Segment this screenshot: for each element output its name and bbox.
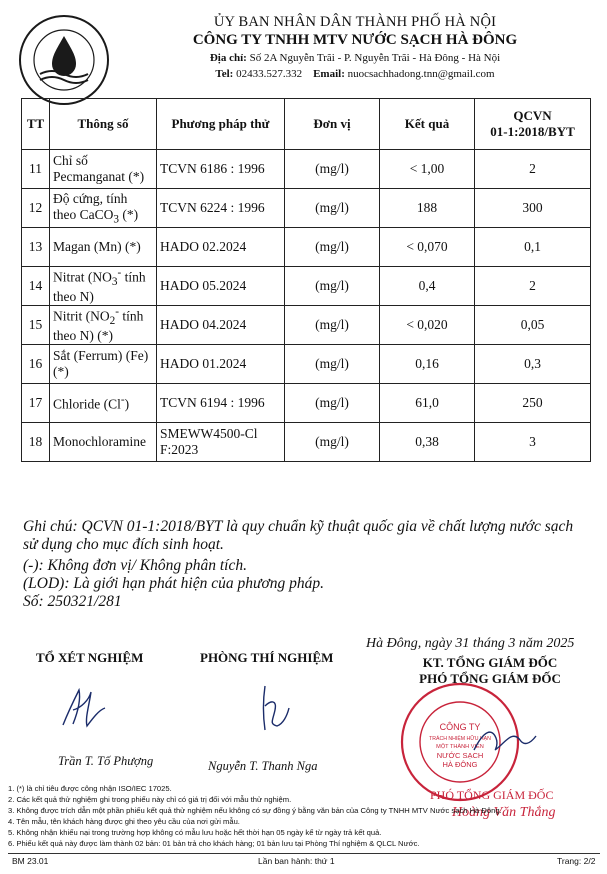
cell-param [50,267,157,306]
cell-method: HADO 05.2024 [157,267,285,306]
company-logo [18,14,110,106]
cell-method: TCVN 6186 : 1996 [157,150,285,189]
param-text: Nitrit (NO [53,308,110,324]
param-text-end: tính theo N) [53,269,146,304]
param-text: Monochloramine [53,434,146,449]
tel-value: 02433.527.332 [236,68,303,80]
issue-date: Hà Đông, ngày 31 tháng 3 năm 2025 [366,636,575,651]
param-text-end: tính theo N) (*) [53,308,144,343]
cell-unit: (mg/l) [285,228,380,267]
svg-text:MỘT THÀNH VIÊN: MỘT THÀNH VIÊN [436,744,484,750]
cell-unit: (mg/l) [285,189,380,228]
cell-qcvn: 2 [475,267,591,306]
footer-item: 5. Không nhận khiếu nại trong trường hợp không có mẫu lưu hoặc hết thời hạn 05 ngày kể từ ngày trả kết quả. [8,828,382,837]
param-text-end: ) [124,396,130,412]
param-text: Độ cứng, tính theo CaCO [53,190,128,222]
table-header-row [22,99,591,150]
cell-method: TCVN 6194 : 1996 [157,384,285,423]
director-title-2: PHÓ TỔNG GIÁM ĐỐC [419,671,561,686]
cell-qcvn: 0,3 [475,345,591,384]
edition: Lần ban hành: thứ 1 [258,856,335,866]
cell-unit: (mg/l) [285,423,380,462]
header-address [120,52,590,64]
email-value: nuocsachhadong.tnn@gmail.com [347,68,495,80]
table-row [22,189,591,228]
results-table [21,98,591,462]
header-company: CÔNG TY TNHH MTV NƯỚC SẠCH HÀ ĐÔNG [192,32,518,48]
cell-unit: (mg/l) [285,345,380,384]
footer-divider [8,853,600,854]
director-signature [470,720,540,760]
cell-param [50,384,157,423]
cell-method: SMEWW4500-Cl F:2023 [157,423,285,462]
cell-tt: 11 [22,150,50,189]
param-superscript: - [117,267,122,280]
footer-item: 1. (*) là chỉ tiêu được công nhận ISO/IEC 17025. [8,784,172,793]
form-code: BM 23.01 [12,856,49,866]
cell-qcvn: 2 [475,150,591,189]
svg-text:TRÁCH NHIỆM HỮU HẠN: TRÁCH NHIỆM HỮU HẠN [429,736,491,742]
col-header-result: Kết quả [380,99,475,150]
cell-result: 188 [380,189,475,228]
cell-method: TCVN 6224 : 1996 [157,189,285,228]
cell-method: HADO 01.2024 [157,345,285,384]
cell-result: 0,38 [380,423,475,462]
param-subscript: 2 [109,315,116,328]
cell-result: 0,16 [380,345,475,384]
cell-param [50,345,157,384]
param-text: Sắt (Ferrum) (Fe) (*) [53,348,149,379]
cell-tt: 18 [22,423,50,462]
cell-param [50,423,157,462]
cell-qcvn: 300 [475,189,591,228]
footer-item: 2. Các kết quả thử nghiệm ghi trong phiếu này chỉ có giá trị đối với mẫu thử nghiệm. [8,795,292,804]
col-header-param: Thông số [50,99,157,150]
param-text: Nitrat (NO [53,269,112,285]
cell-method: HADO 02.2024 [157,228,285,267]
cell-method: HADO 04.2024 [157,306,285,345]
table-row [22,306,591,345]
note-qcvn: Ghi chú: QCVN 01-1:2018/BYT là quy chuẩn kỹ thuật quốc gia về chất lượng nước sạch sử dụng cho mục đích sinh hoạt. [23,518,574,553]
svg-text:HÀ ĐÔNG: HÀ ĐÔNG [442,760,478,769]
cell-param [50,306,157,345]
col-header-method: Phương pháp thử [157,99,285,150]
param-superscript: - [120,393,125,406]
param-text: Magan (Mn) (*) [53,239,141,254]
footer-item: 4. Tên mẫu, tên khách hàng được ghi theo yêu cầu của nơi gửi mẫu. [8,817,240,826]
table-row [22,267,591,306]
cell-unit: (mg/l) [285,150,380,189]
lab-signature [255,680,295,740]
tel-label: Tel: [215,68,234,80]
tester-title: TỔ XÉT NGHIỆM [36,650,144,665]
header-authority: ỦY BAN NHÂN DÂN THÀNH PHỐ HÀ NỘI [213,14,497,30]
cell-result: 0,4 [380,267,475,306]
cell-result: < 0,070 [380,228,475,267]
qcvn-line2: 01-1:2018/BYT [490,124,575,139]
note-lod: (LOD): Là giới hạn phát hiện của phương pháp. [23,575,324,592]
cell-tt: 15 [22,306,50,345]
cell-param [50,189,157,228]
param-subscript: 3 [113,213,119,226]
cell-param [50,150,157,189]
footer-item: 6. Phiếu kết quả này được làm thành 02 bản: 01 bản trả cho khách hàng; 01 bản lưu tại Phòng Thí nghiệm & QLCL Nước. [8,839,420,848]
note-number: Số: 250321/281 [23,593,122,610]
col-header-qcvn [475,99,591,150]
svg-text:CÔNG TY: CÔNG TY [439,722,481,732]
table-row [22,423,591,462]
table-body [22,150,591,462]
cell-unit: (mg/l) [285,384,380,423]
table-row [22,150,591,189]
lab-name: Nguyễn T. Thanh Nga [208,759,318,773]
param-text: Chỉ số Pecmanganat (*) [53,153,145,184]
col-header-tt: TT [22,99,50,150]
qcvn-line1: QCVN [513,108,552,123]
note-dash: (-): Không đơn vị/ Không phân tích. [23,557,247,574]
svg-text:NƯỚC SẠCH: NƯỚC SẠCH [436,751,484,760]
footer-item: 3. Không được trích dẫn một phần phiếu kết quả thử nghiệm nếu không có sự đồng ý bằng văn bản của Công ty TNHH MTV Nước sạch Hà Đông. [8,806,502,815]
cell-qcvn: 250 [475,384,591,423]
table-row [22,228,591,267]
director-name: Hoàng Văn Thắng [452,805,556,820]
address-label: Địa chỉ: [209,52,247,64]
cell-unit: (mg/l) [285,306,380,345]
header-contact [120,68,590,80]
cell-tt: 17 [22,384,50,423]
cell-qcvn: 0,1 [475,228,591,267]
col-header-unit: Đơn vị [285,99,380,150]
address-value: Số 2A Nguyễn Trãi - P. Nguyễn Trãi - Hà Đông - Hà Nội [249,52,501,64]
cell-tt: 12 [22,189,50,228]
cell-unit: (mg/l) [285,267,380,306]
param-text: Chloride (Cl [53,396,121,412]
cell-param [50,228,157,267]
param-subscript: 3 [111,276,118,289]
tester-signature [55,680,115,735]
param-superscript: - [115,306,119,319]
cell-qcvn: 0,05 [475,306,591,345]
cell-tt: 13 [22,228,50,267]
table-row [22,345,591,384]
director-title-1: KT. TỔNG GIÁM ĐỐC [422,655,558,670]
cell-tt: 16 [22,345,50,384]
page-number: Trang: 2/2 [557,856,596,866]
lab-title: PHÒNG THÍ NGHIỆM [200,650,334,665]
cell-result: 61,0 [380,384,475,423]
table-row [22,384,591,423]
cell-result: < 1,00 [380,150,475,189]
cell-qcvn: 3 [475,423,591,462]
director-role: PHÓ TỔNG GIÁM ĐỐC [430,788,554,802]
cell-result: < 0,020 [380,306,475,345]
param-text-end: (*) [119,206,139,222]
tester-name: Trần T. Tố Phượng [58,754,154,768]
cell-tt: 14 [22,267,50,306]
email-label: Email: [313,68,345,80]
